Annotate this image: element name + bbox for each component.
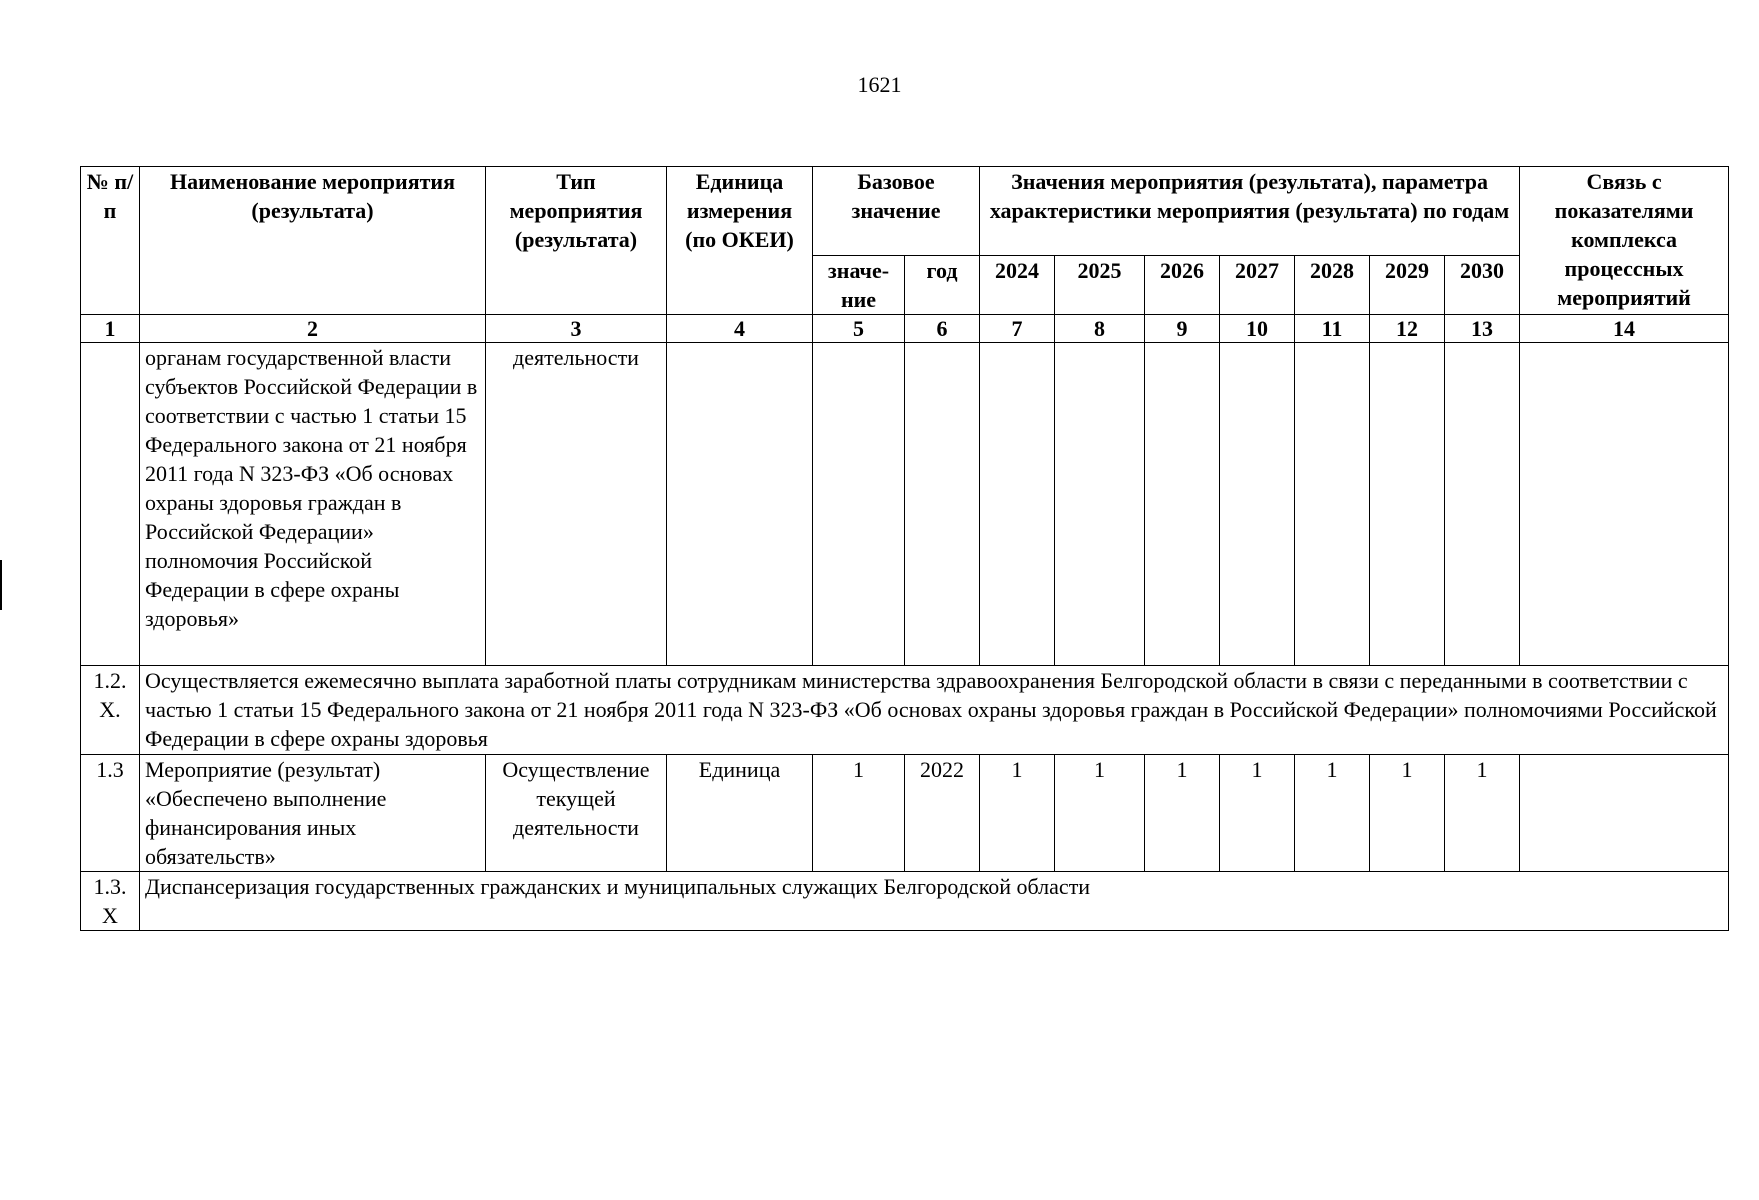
cell-num [81, 343, 140, 666]
cell-year-value: 1 [1445, 755, 1520, 872]
measures-table [80, 166, 1729, 931]
table-row-1-2-x [81, 666, 1729, 755]
header-type: Тип мероприятия (результата) [486, 167, 667, 315]
cell-year-value: 1 [1145, 755, 1220, 872]
cell-year-value: 1 [1055, 755, 1145, 872]
cell-year-value: 1 [1220, 755, 1295, 872]
header-num: № п/п [81, 167, 140, 315]
cell-year-value [1295, 343, 1370, 666]
column-number: 5 [813, 315, 905, 343]
cell-year-value [1145, 343, 1220, 666]
cell-name: органам государственной власти субъектов Российской Федерации в соответствии с частью 1 статьи 15 Федерального закона от 21 ноября 2011 года N 323-ФЗ «Об основах охраны здоровья граждан в Российской Федерации» полномочия Российской Федерации в сфере охраны здоровья» [140, 343, 486, 666]
column-number: 12 [1370, 315, 1445, 343]
cell-year-value [1055, 343, 1145, 666]
column-number: 8 [1055, 315, 1145, 343]
cell-year-value: 1 [1370, 755, 1445, 872]
scan-mark [0, 560, 2, 610]
cell-year-value: 1 [980, 755, 1055, 872]
header-year: 2025 [1055, 256, 1145, 315]
column-number: 3 [486, 315, 667, 343]
cell-num: 1.3 [81, 755, 140, 872]
cell-unit [667, 343, 813, 666]
header-year: 2030 [1445, 256, 1520, 315]
cell-base-year [905, 343, 980, 666]
header-name: Наименование мероприятия (результата) [140, 167, 486, 315]
cell-type: деятельности [486, 343, 667, 666]
table-row-1-3 [81, 755, 1729, 872]
column-number-row [81, 315, 1729, 343]
column-number: 9 [1145, 315, 1220, 343]
header-unit: Единица измерения (по ОКЕИ) [667, 167, 813, 315]
cell-link [1520, 755, 1729, 872]
column-number: 4 [667, 315, 813, 343]
cell-base-value [813, 343, 905, 666]
cell-num: 1.2. X. [81, 666, 140, 755]
table-row-1-3-x [81, 872, 1729, 931]
cell-year-value [1220, 343, 1295, 666]
page-number: 1621 [857, 72, 902, 97]
column-number: 1 [81, 315, 140, 343]
cell-link [1520, 343, 1729, 666]
cell-year-value [1370, 343, 1445, 666]
column-number: 2 [140, 315, 486, 343]
header-year: 2029 [1370, 256, 1445, 315]
cell-description: Диспансеризация государственных гражданских и муниципальных служащих Белгородской области [140, 872, 1729, 931]
cell-base-year: 2022 [905, 755, 980, 872]
table-row-continuation [81, 343, 1729, 666]
cell-year-value [980, 343, 1055, 666]
column-number: 6 [905, 315, 980, 343]
cell-year-value [1445, 343, 1520, 666]
header-year: 2027 [1220, 256, 1295, 315]
cell-base-value: 1 [813, 755, 905, 872]
column-number: 10 [1220, 315, 1295, 343]
header-base: Базовое значение [813, 167, 980, 256]
header-year: 2028 [1295, 256, 1370, 315]
column-number: 14 [1520, 315, 1729, 343]
cell-description: Осуществляется ежемесячно выплата заработной платы сотрудникам министерства здравоохранения Белгородской области в связи с переданными в соответствии с частью 1 статьи 15 Федерального закона от 21 ноября 2011 года N 323-ФЗ «Об основах охраны здоровья граждан в Российской Федерации» полномочиями Российской Федерации в сфере охраны здоровья [140, 666, 1729, 755]
cell-num: 1.3. X [81, 872, 140, 931]
header-year: 2026 [1145, 256, 1220, 315]
header-base-year: год [905, 256, 980, 315]
cell-name: Мероприятие (результат) «Обеспечено выполнение финансирования иных обязательств» [140, 755, 486, 872]
column-number: 11 [1295, 315, 1370, 343]
header-link: Связь с показателями комплекса процессных мероприятий [1520, 167, 1729, 315]
cell-unit: Единица [667, 755, 813, 872]
header-year: 2024 [980, 256, 1055, 315]
column-number: 7 [980, 315, 1055, 343]
header-base-value: значе-ние [813, 256, 905, 315]
header-values: Значения мероприятия (результата), параметра характеристики мероприятия (результата) по годам [980, 167, 1520, 256]
column-number: 13 [1445, 315, 1520, 343]
cell-type: Осуществление текущей деятельности [486, 755, 667, 872]
cell-year-value: 1 [1295, 755, 1370, 872]
